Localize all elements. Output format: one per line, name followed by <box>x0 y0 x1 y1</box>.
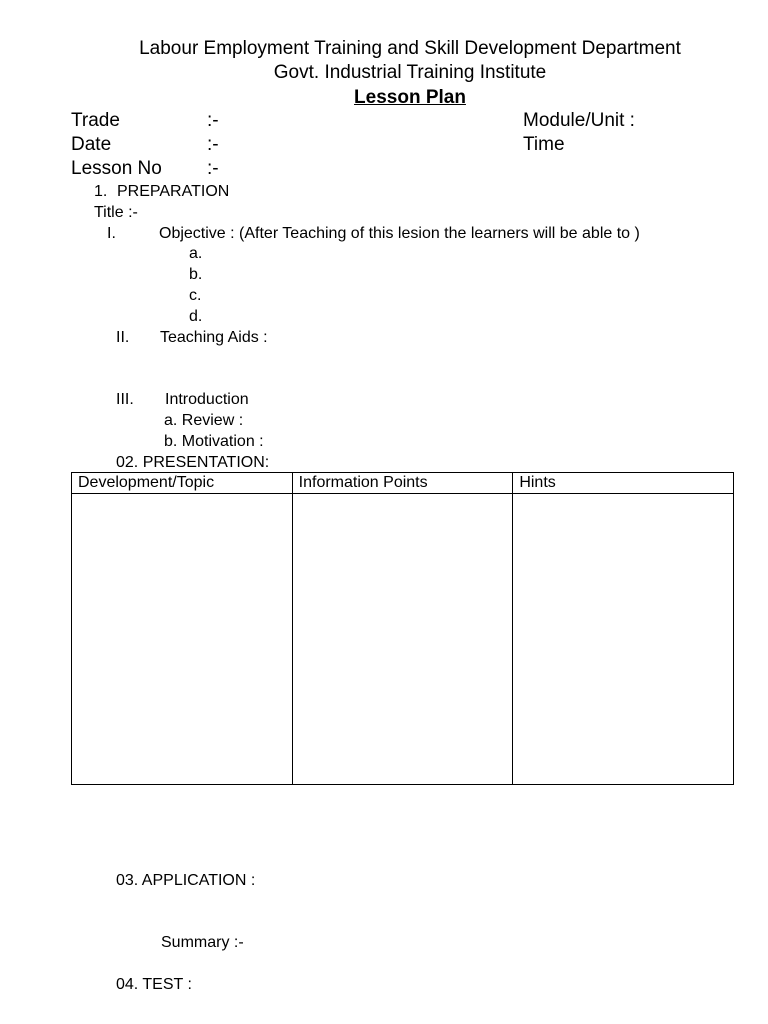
lesson-no-separator: :- <box>207 158 219 179</box>
introduction-number: III. <box>116 391 134 408</box>
institute-heading: Govt. Industrial Training Institute <box>273 62 547 83</box>
trade-label: Trade <box>71 110 120 131</box>
module-unit-label: Module/Unit : <box>523 110 635 131</box>
preparation-number: 1. <box>94 183 108 200</box>
lesson-no-label: Lesson No <box>71 158 162 179</box>
motivation-label: b. Motivation : <box>164 433 264 450</box>
teaching-aids-label: Teaching Aids : <box>160 329 268 346</box>
time-label: Time <box>523 134 565 155</box>
table-header-row <box>72 473 734 494</box>
objective-item-d: d. <box>189 308 203 325</box>
table-row <box>72 494 734 785</box>
introduction-label: Introduction <box>165 391 249 408</box>
date-separator: :- <box>207 134 219 155</box>
objective-item-a: a. <box>189 245 203 262</box>
column-header-development-topic: Development/Topic <box>72 473 293 494</box>
review-label: a. Review : <box>164 412 244 429</box>
development-topic-cell[interactable] <box>72 494 293 785</box>
objective-text: Objective : (After Teaching of this lesion the learners will be able to ) <box>159 225 640 242</box>
test-heading: 04. TEST : <box>116 976 192 993</box>
application-heading: 03. APPLICATION : <box>116 872 256 889</box>
objective-item-c: c. <box>189 287 202 304</box>
department-heading: Labour Employment Training and Skill Development Department <box>139 38 681 59</box>
presentation-table <box>71 472 734 785</box>
date-label: Date <box>71 134 112 155</box>
trade-separator: :- <box>207 110 219 131</box>
column-header-information-points: Information Points <box>292 473 513 494</box>
column-header-hints: Hints <box>513 473 734 494</box>
preparation-heading: PREPARATION <box>117 183 230 200</box>
page-title: Lesson Plan <box>354 87 466 108</box>
objective-item-b: b. <box>189 266 203 283</box>
teaching-aids-number: II. <box>116 329 130 346</box>
objective-number: I. <box>107 225 116 242</box>
title-label: Title :- <box>94 204 138 221</box>
summary-label: Summary :- <box>161 934 244 951</box>
information-points-cell[interactable] <box>292 494 513 785</box>
presentation-heading: 02. PRESENTATION: <box>116 454 270 471</box>
hints-cell[interactable] <box>513 494 734 785</box>
